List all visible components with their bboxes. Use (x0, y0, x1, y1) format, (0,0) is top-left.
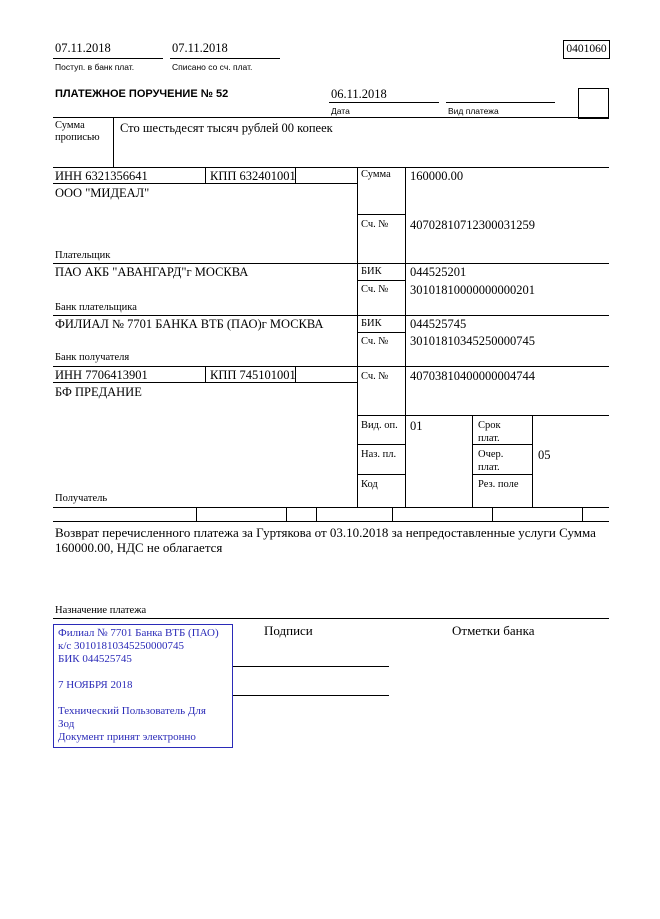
payee-inn: ИНН 7706413901 (55, 368, 148, 382)
payer-bank-name: ПАО АКБ "АВАНГАРД"г МОСКВА (55, 265, 249, 279)
amount-account-divider (357, 214, 405, 215)
payer-kpp: КПП 632401001 (210, 169, 296, 183)
stamp-line-3: БИК 044525745 (58, 653, 132, 665)
label-column-divider (357, 167, 358, 507)
payee-label: Получатель (55, 493, 108, 504)
signatures-label: Подписи (264, 623, 313, 638)
payee-account-label: Сч. № (361, 371, 389, 382)
codes-row1-line-left (357, 444, 405, 445)
codes-mid-divider (472, 415, 473, 507)
purpose-bottom-line (53, 618, 609, 619)
form-code: 0401060 (566, 43, 607, 55)
purpose-code-label: Наз. пл. (361, 449, 397, 460)
debited-date: 07.11.2018 (172, 41, 228, 55)
tax-cell-4 (392, 507, 393, 521)
debited-date-line (170, 58, 280, 59)
payer-label: Плательщик (55, 250, 111, 261)
payee-bank-bik-label: БИК (361, 318, 382, 329)
priority-value: 05 (538, 448, 551, 462)
payee-bank-account: 30101810345250000745 (410, 334, 535, 348)
payer-top-line (53, 167, 609, 168)
payer-bank-account: 30101810000000000201 (410, 283, 535, 297)
codes-top-line (357, 415, 609, 416)
stamp-line-7: Документ принят электронно (58, 731, 196, 743)
payee-account: 40703810400000004744 (410, 369, 535, 383)
order-date-line (329, 102, 439, 103)
purpose-line-2: 160000.00, НДС не облагается (55, 540, 223, 555)
stamp-line-4: 7 НОЯБРЯ 2018 (58, 679, 133, 691)
payee-name: БФ ПРЕДАНИЕ (55, 385, 142, 399)
payer-name: ООО "МИДЕАЛ" (55, 186, 150, 200)
signature-line-1 (232, 666, 389, 667)
payee-bank-top-line (53, 315, 609, 316)
codes-right-divider (532, 415, 533, 507)
stamp-line-6: Зод (58, 718, 75, 730)
received-date-caption: Поступ. в банк плат. (55, 62, 135, 72)
tax-cell-2 (286, 507, 287, 521)
op-type-label: Вид. оп. (361, 420, 398, 431)
payee-bank-name: ФИЛИАЛ № 7701 БАНКА ВТБ (ПАО)г МОСКВА (55, 317, 324, 331)
tax-cell-1 (196, 507, 197, 521)
tax-cell-5 (492, 507, 493, 521)
tax-strip-top-line (53, 507, 609, 508)
payer-bank-bik: 044525201 (410, 265, 467, 279)
codes-row2-line-left (357, 474, 405, 475)
payee-inn-kpp-divider (205, 366, 206, 382)
bank-marks-label: Отметки банка (452, 623, 535, 638)
stamp-line-2: к/с 30101810345250000745 (58, 640, 185, 652)
payer-bank-label: Банк плательщика (55, 302, 137, 313)
bank-stamp (53, 624, 233, 748)
payee-bank-label: Банк получателя (55, 352, 130, 363)
priority-label: Очер. плат. (478, 449, 504, 473)
reserve-label: Рез. поле (478, 479, 519, 490)
order-date: 06.11.2018 (331, 87, 387, 101)
op-type-value: 01 (410, 419, 423, 433)
tax-strip-bottom-line (53, 521, 609, 522)
payer-amount: 160000.00 (410, 169, 464, 183)
order-date-caption: Дата (331, 106, 350, 116)
amount-words-divider (113, 117, 114, 167)
value-column-divider (405, 167, 406, 507)
amount-words-label: Сумма прописью (55, 120, 100, 143)
payer-bank-bik-divider (357, 280, 405, 281)
payer-account: 40702810712300031259 (410, 218, 535, 232)
term-label: Срок плат. (478, 420, 501, 444)
payee-bank-bik-divider (357, 332, 405, 333)
tax-cell-3 (316, 507, 317, 521)
stamp-line-5: Технический Пользователь Для (58, 705, 206, 717)
payer-inn-line (53, 183, 357, 184)
payer-amount-label: Сумма (361, 169, 391, 180)
received-date-line (53, 58, 163, 59)
payment-type-caption: Вид платежа (448, 106, 499, 116)
amount-words-text: Сто шестьдесят тысяч рублей 00 копеек (120, 121, 333, 135)
payee-top-line (53, 366, 609, 367)
stamp-line-1: Филиал № 7701 Банка ВТБ (ПАО) (58, 627, 219, 639)
payment-type-line (446, 102, 555, 103)
payer-bank-bik-label: БИК (361, 266, 382, 277)
payee-kpp: КПП 745101001 (210, 368, 296, 382)
received-date: 07.11.2018 (55, 41, 111, 55)
payer-account-label: Сч. № (361, 219, 389, 230)
codes-row2-line-right (472, 474, 532, 475)
payee-bank-bik: 044525745 (410, 317, 467, 331)
payer-bank-top-line (53, 263, 609, 264)
page-title: ПЛАТЕЖНОЕ ПОРУЧЕНИЕ № 52 (55, 88, 229, 100)
payment-status-box (578, 88, 609, 119)
signature-line-2 (232, 695, 389, 696)
purpose-label: Назначение платежа (55, 605, 147, 616)
payer-inn: ИНН 6321356641 (55, 169, 148, 183)
payer-bank-account-label: Сч. № (361, 284, 389, 295)
payee-bank-account-label: Сч. № (361, 336, 389, 347)
form-code-box (563, 40, 610, 59)
purpose-line-1: Возврат перечисленного платежа за Гуртякова от 03.10.2018 за непредоставленные услуги Сумма (55, 525, 596, 540)
code-label: Код (361, 479, 378, 490)
payee-inn-line (53, 382, 357, 383)
debited-date-caption: Списано со сч. плат. (172, 62, 253, 72)
tax-cell-6 (582, 507, 583, 521)
amount-words-top-line (53, 117, 609, 118)
payer-inn-kpp-divider (205, 167, 206, 183)
